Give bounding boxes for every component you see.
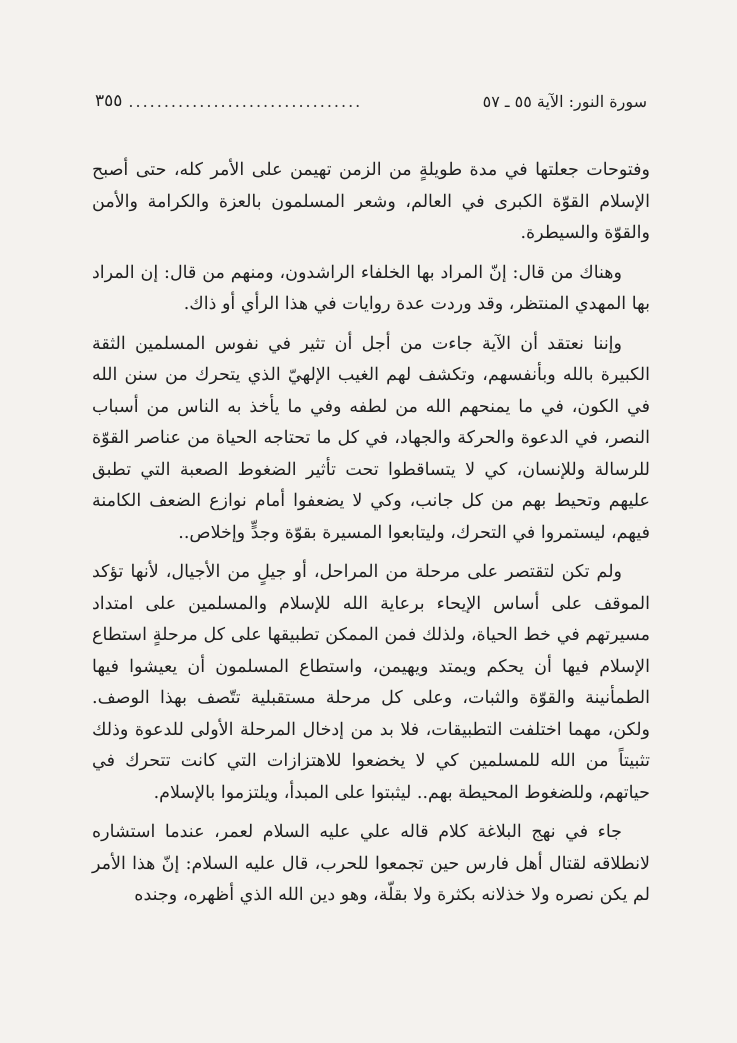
paragraph: وهناك من قال: إنّ المراد بها الخلفاء الراشدون، ومنهم من قال: إن المراد بها المهدي المنتظر، وقد وردت عدة روايات في هذا الرأي أو ذاك. [92,262,650,314]
header-leader-dots: ................................. [128,91,363,111]
running-header [95,88,647,114]
paragraph: وإننا نعتقد أن الآية جاءت من أجل أن تثير في نفوس المسلمين الثقة الكبيرة بالله وبأنفسهم، وتكشف لهم الغيب الإلهيّ الذي يتحرك من سنن الله في الكون، في ما يمنحهم الله من لطفه وفي ما يأخذ به الناس من أسباب النصر، في الدعوة والحركة والجهاد، في كل ما تحتاجه الحياة من عناصر القوّة للرسالة وللإنسان، كي لا يتساقطوا تحت تأثير الضغوط الصعبة التي تطبق عليهم وتحيط بهم من كل جانب، وكي لا يضعفوا أمام نوازع الضعف الكامنة فيهم، ليستمروا في التحرك، وليتابعوا المسيرة بقوّة وجدٍّ وإخلاص.. [92,333,650,543]
header-title: سورة النور: الآية ٥٥ ـ ٥٧ [482,91,647,111]
paragraph: ولم تكن لتقتصر على مرحلة من المراحل، أو جيلٍ من الأجيال، لأنها تؤكد الموقف على أساس الإيحاء برعاية الله للإسلام والمسلمين على امتداد مسيرتهم في خط الحياة، ولذلك فمن الممكن تطبيقها على كل مرحلةٍ استطاع الإسلام فيها أن يحكم ويمتد ويهيمن، واستطاع المسلمون أن يعيشوا فيها الطمأنينة والقوّة والثبات، وعلى كل مرحلة مستقبلية تتّصف بهذا الوصف. ولكن، مهما اختلفت التطبيقات، فلا بد من إدخال المرحلة الأولى للدعوة وذلك تثبيتاً من الله للمسلمين كي لا يخضعوا للاهتزازات التي كانت تتحرك في حياتهم، وللضغوط المحيطة بهم.. ليثبتوا على المبدأ، ويلتزموا بالإسلام. [92,562,650,803]
page-number: ٣٥٥ [95,91,123,111]
paragraph: وفتوحات جعلتها في مدة طويلةٍ من الزمن تهيمن على الأمر كله، حتى أصبح الإسلام القوّة الكبرى في العالم، وشعر المسلمون بالعزة والكرامة والأمن والقوّة والسيطرة. [92,160,650,243]
paragraph: جاء في نهج البلاغة كلام قاله علي عليه السلام لعمر، عندما استشاره لانطلاقه لقتال أهل فارس حين تجمعوا للحرب، قال عليه السلام: إنّ هذا الأمر لم يكن نصره ولا خذلانه بكثرة ولا بقلّة، وهو دين الله الذي أظهره، وجنده [92,822,650,905]
page-body [92,155,650,920]
